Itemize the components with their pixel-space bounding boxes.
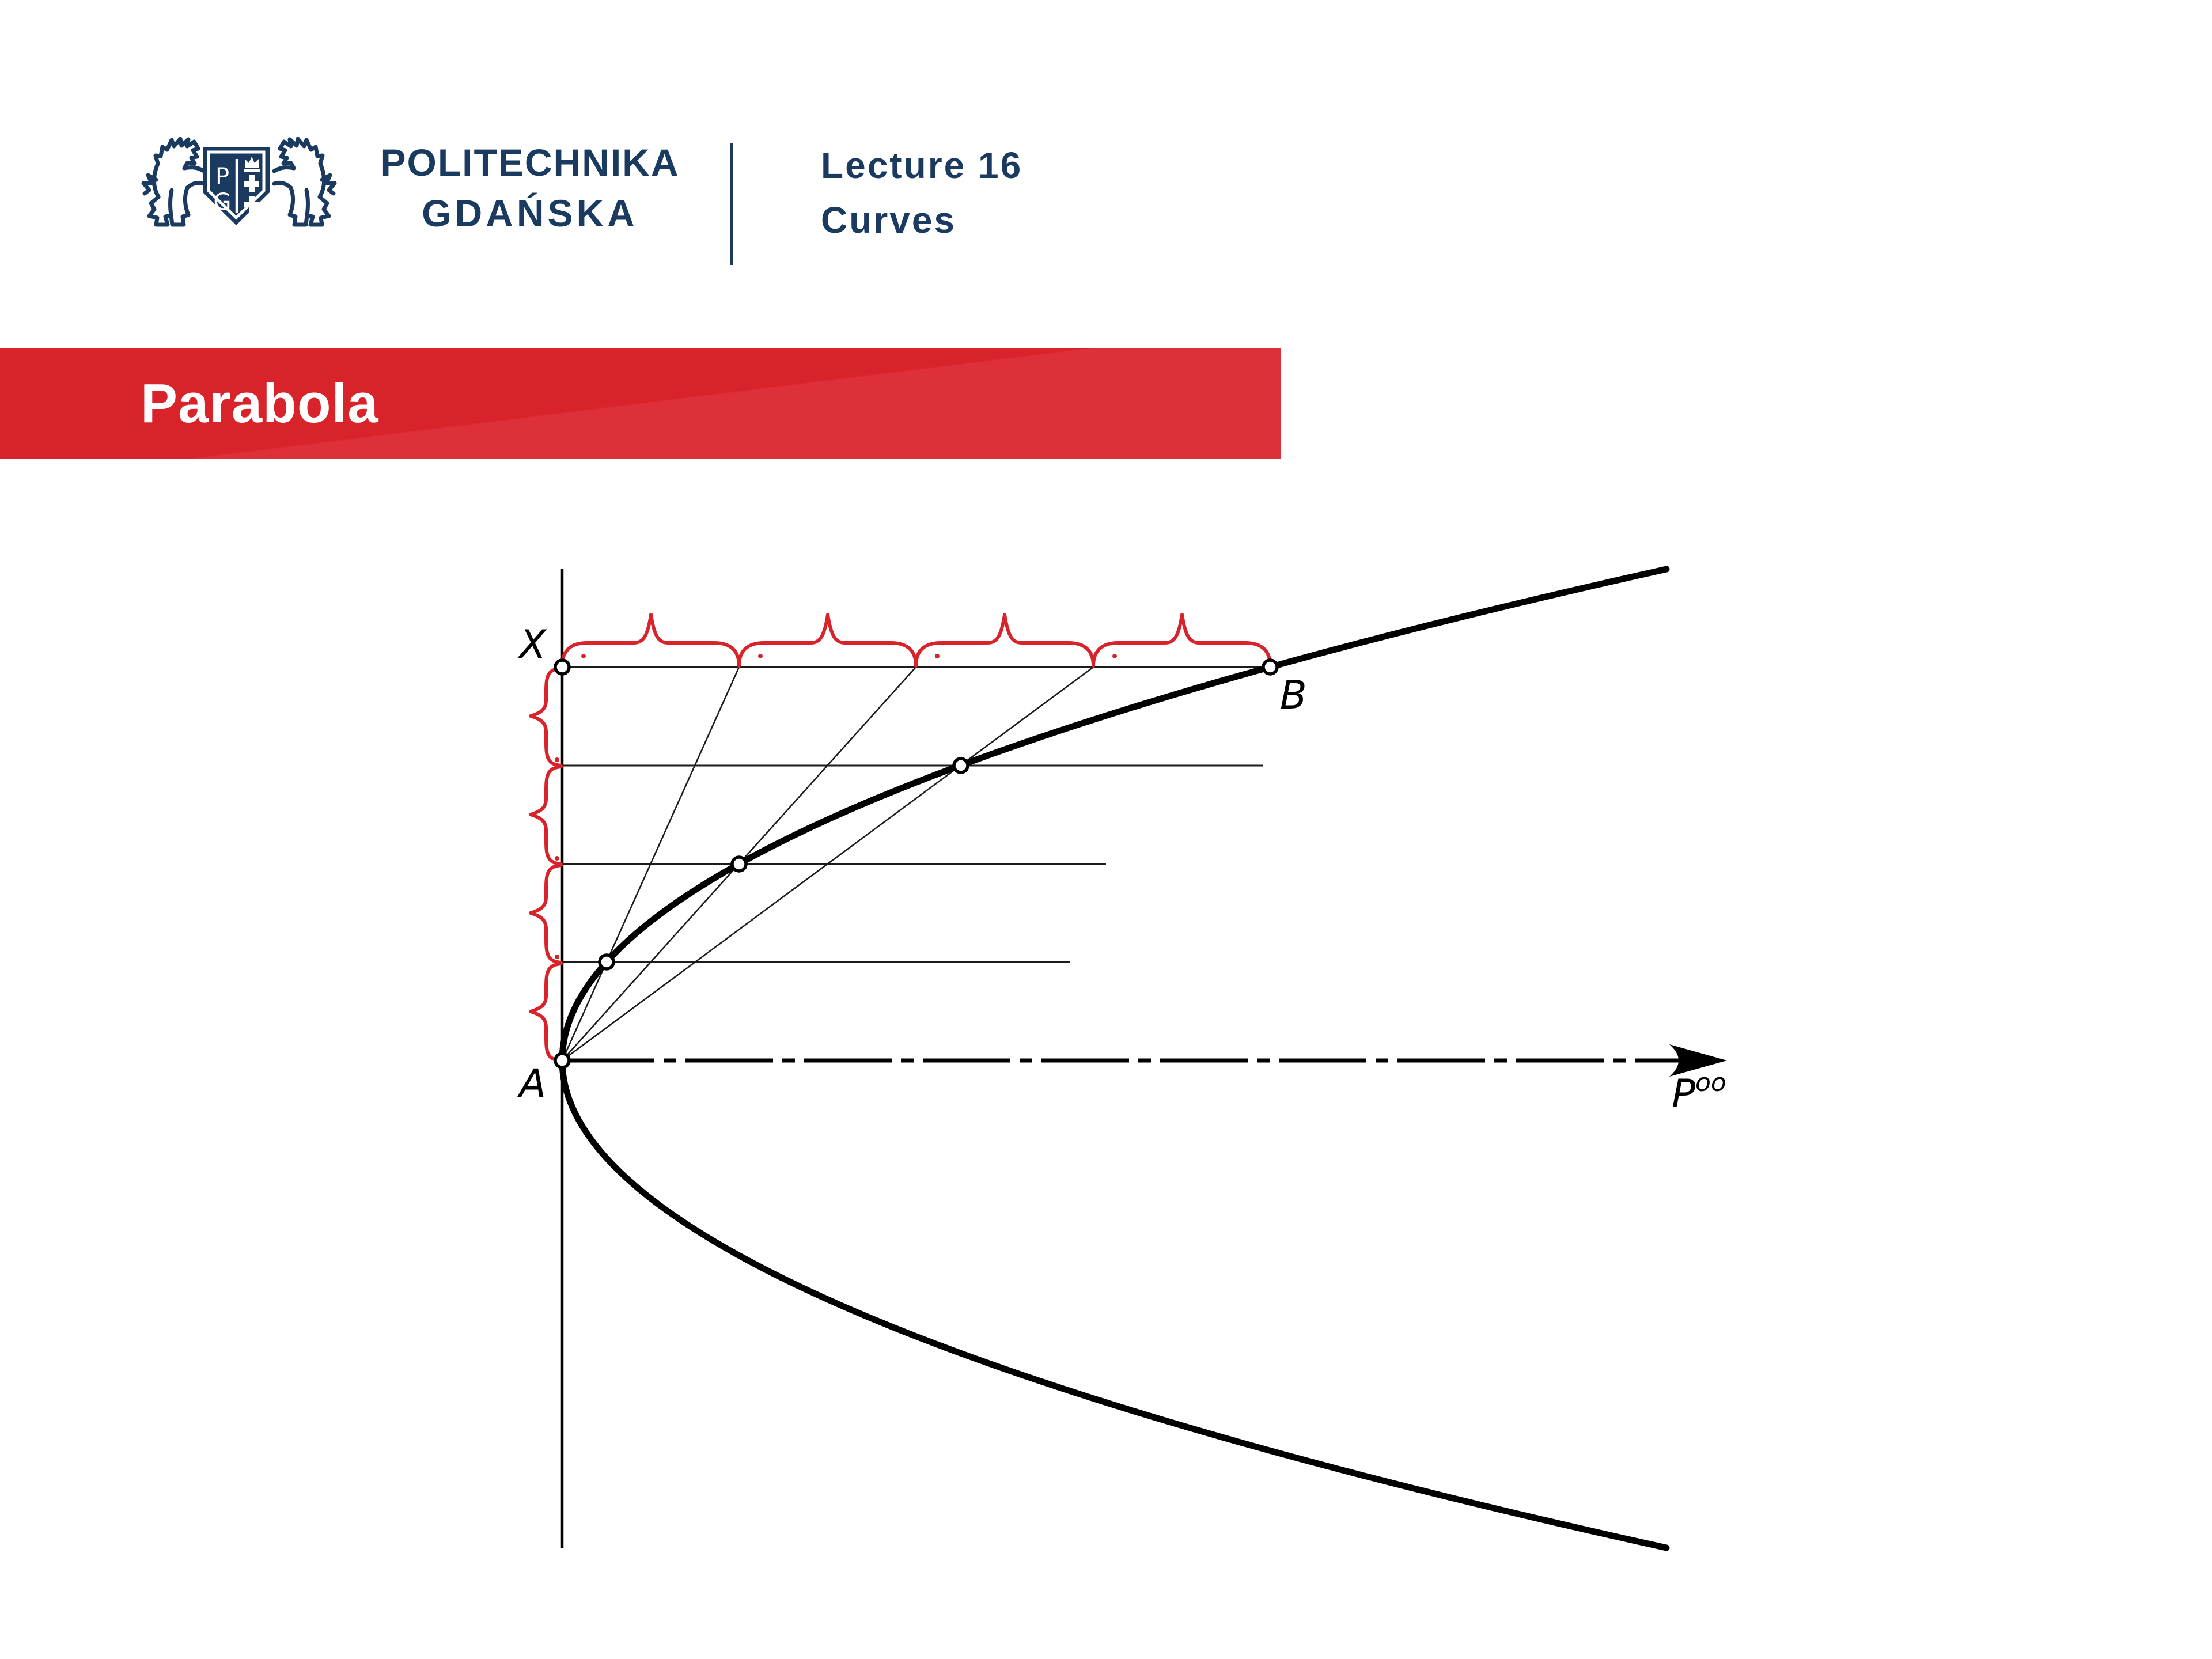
overbrace bbox=[739, 615, 916, 666]
label-p-infinity bbox=[1672, 1068, 1726, 1117]
overbrace bbox=[562, 615, 739, 666]
lecture-topic: Curves bbox=[821, 199, 956, 241]
tick-dot bbox=[581, 654, 586, 658]
label-p-sup: oo bbox=[1695, 1068, 1726, 1097]
tick-dot bbox=[555, 955, 559, 959]
red-tick-dots bbox=[555, 654, 1117, 959]
tick-dot bbox=[935, 654, 940, 658]
top-braces bbox=[562, 615, 1270, 666]
point-marker bbox=[732, 857, 746, 871]
label-p-base: P bbox=[1672, 1071, 1696, 1117]
label-a: A bbox=[519, 1061, 546, 1107]
point-marker-b bbox=[1263, 660, 1277, 674]
shield-letter-p: P bbox=[215, 164, 230, 190]
label-b: B bbox=[1280, 673, 1307, 718]
point-marker bbox=[600, 955, 613, 969]
label-x: X bbox=[519, 622, 546, 668]
point-marker bbox=[954, 759, 968, 772]
tick-dot bbox=[1112, 654, 1117, 658]
tick-dot bbox=[555, 856, 559, 861]
page-title: Parabola bbox=[141, 372, 379, 434]
lecture-number: Lecture 16 bbox=[821, 145, 1023, 186]
university-name-line1: POLITECHNIKA bbox=[380, 141, 680, 184]
left-brace bbox=[531, 668, 561, 766]
point-marker-a bbox=[555, 1054, 569, 1067]
university-name-line2: GDAŃSKA bbox=[422, 192, 638, 234]
shield-letter-g: G bbox=[213, 189, 232, 215]
overbrace bbox=[1093, 615, 1270, 666]
left-braces bbox=[531, 668, 561, 1060]
left-brace bbox=[531, 767, 561, 864]
left-brace bbox=[531, 964, 561, 1060]
tick-dot bbox=[555, 757, 559, 762]
point-marker-x bbox=[555, 660, 569, 674]
tick-dot bbox=[758, 654, 763, 658]
overbrace bbox=[916, 615, 1093, 666]
horizontal-division-lines bbox=[562, 667, 1270, 962]
left-brace bbox=[531, 865, 561, 963]
